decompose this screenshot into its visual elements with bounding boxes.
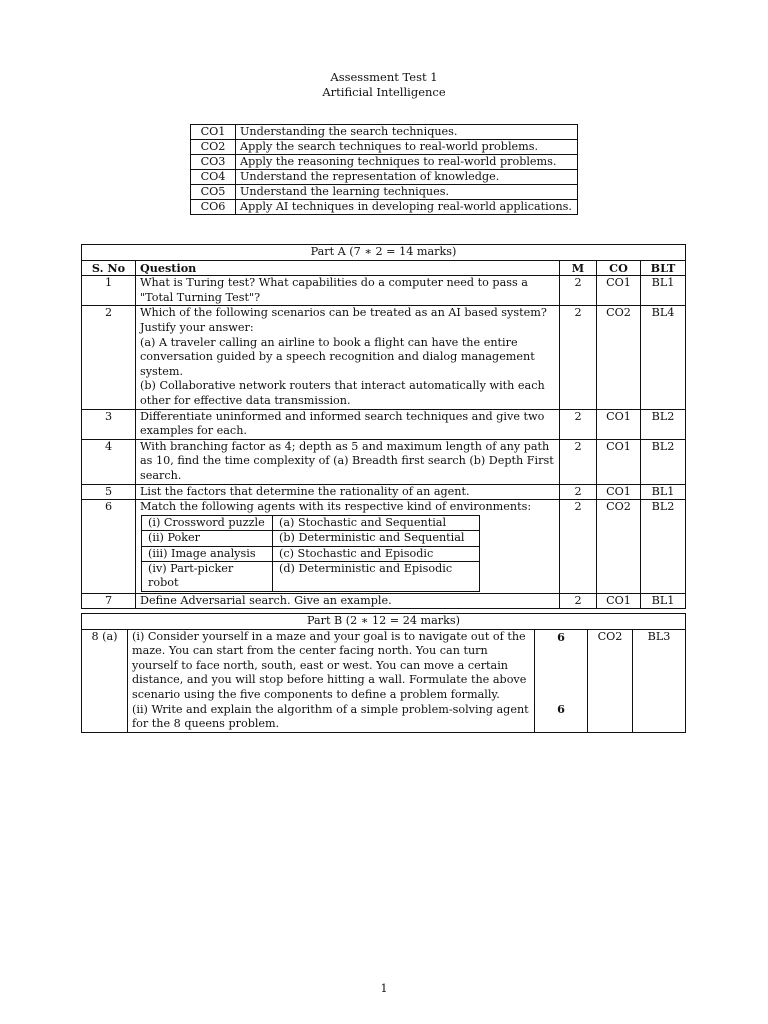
question-number: 2 [82,306,136,409]
match-table [141,515,480,592]
question-co: CO1 [597,439,641,484]
course-outcomes-table [190,124,578,215]
scenario-b: (b) Collaborative network routers that interact automatically with each other for effective data transmission. [140,379,545,407]
question-intro: Which of the following scenarios can be treated as an AI based system? Justify your answer: [140,306,547,334]
question-marks: 2 [560,439,597,484]
part-a-caption-row [82,245,686,261]
environment-item: (d) Deterministic and Episodic [273,561,480,591]
marks-ii: 6 [557,702,565,717]
test-title: Assessment Test 1 [330,70,438,84]
sub-question-i: (i) Consider yourself in a maze and your goal is to navigate out of the maze. You can start from the center facing north. You can turn yourself to face north, south, east or west. You can move a certain distance, and you will stop before hitting a wall. Formulate the above scenario using the five components to define a problem formally. [132,629,527,701]
question-text [136,500,560,594]
question-blt: BL2 [641,500,686,594]
co-description: Apply the search techniques to real-world problems. [236,140,578,155]
header-co: CO [597,260,641,276]
question-text [128,629,535,732]
question-co: CO2 [588,629,633,732]
environment-item: (a) Stochastic and Sequential [273,515,480,530]
question-row [82,629,686,732]
header-sno: S. No [82,260,136,276]
part-b-caption-row [82,614,686,630]
part-a-table [81,244,686,609]
question-co: CO2 [597,306,641,409]
question-number: 1 [82,276,136,306]
question-marks: 2 [560,276,597,306]
question-blt: BL1 [641,593,686,609]
question-co: CO1 [597,276,641,306]
question-intro: Match the following agents with its respective kind of environments: [140,500,532,514]
question-co: CO1 [597,484,641,500]
question-row [82,409,686,439]
part-b-table [81,613,686,733]
match-row [142,561,480,591]
co-code: CO5 [191,185,236,200]
marks-i: 6 [557,629,565,644]
co-description: Understanding the search techniques. [236,125,578,140]
question-number: 3 [82,409,136,439]
scenario-a: (a) A traveler calling an airline to book a flight can have the entire conversation guided by a speech recognition and dialog management system. [140,335,535,378]
agent-item: (iii) Image analysis [142,546,273,561]
question-marks: 2 [560,500,597,594]
question-number: 4 [82,439,136,484]
co-row [191,185,578,200]
co-description: Understand the representation of knowledge. [236,170,578,185]
question-row [82,276,686,306]
co-code: CO6 [191,200,236,215]
document-header [0,70,768,100]
question-number: 7 [82,593,136,609]
co-row [191,125,578,140]
co-code: CO3 [191,155,236,170]
header-question: Question [136,260,560,276]
question-row [82,500,686,594]
header-blt: BLT [641,260,686,276]
co-code: CO2 [191,140,236,155]
question-co: CO2 [597,500,641,594]
part-a-header-row [82,260,686,276]
page-number: 1 [380,982,388,995]
question-blt: BL3 [633,629,686,732]
question-marks: 2 [560,306,597,409]
question-marks: 2 [560,593,597,609]
question-blt: BL1 [641,276,686,306]
question-blt: BL2 [641,409,686,439]
co-description: Apply AI techniques in developing real-world applications. [236,200,578,215]
match-row [142,546,480,561]
environment-item: (b) Deterministic and Sequential [273,531,480,546]
question-text: With branching factor as 4; depth as 5 and maximum length of any path as 10, find the time complexity of (a) Breadth first search (b) Depth First search. [136,439,560,484]
agent-item: (iv) Part-picker robot [142,561,273,591]
question-co: CO1 [597,593,641,609]
question-text: List the factors that determine the rationality of an agent. [136,484,560,500]
co-description: Understand the learning techniques. [236,185,578,200]
agent-item: (i) Crossword puzzle [142,515,273,530]
question-text: Define Adversarial search. Give an example. [136,593,560,609]
agent-item: (ii) Poker [142,531,273,546]
question-marks: 2 [560,409,597,439]
co-code: CO4 [191,170,236,185]
question-number: 8 (a) [82,629,128,732]
question-blt: BL4 [641,306,686,409]
question-text [136,306,560,409]
environment-item: (c) Stochastic and Episodic [273,546,480,561]
part-b-caption: Part B (2 ∗ 12 = 24 marks) [82,614,686,630]
question-row [82,593,686,609]
co-code: CO1 [191,125,236,140]
question-marks: 2 [560,484,597,500]
co-description: Apply the reasoning techniques to real-world problems. [236,155,578,170]
sub-question-ii: (ii) Write and explain the algorithm of a simple problem-solving agent for the 8 queens problem. [132,702,529,731]
subject-title: Artificial Intelligence [322,85,446,99]
question-number: 6 [82,500,136,594]
question-marks [535,629,588,732]
match-row [142,515,480,530]
co-row [191,170,578,185]
co-row [191,200,578,215]
question-blt: BL2 [641,439,686,484]
match-row [142,531,480,546]
header-marks: M [560,260,597,276]
co-row [191,155,578,170]
question-co: CO1 [597,409,641,439]
question-number: 5 [82,484,136,500]
question-text: Differentiate uninformed and informed search techniques and give two examples for each. [136,409,560,439]
co-row [191,140,578,155]
question-blt: BL1 [641,484,686,500]
part-a-caption: Part A (7 ∗ 2 = 14 marks) [82,245,686,261]
question-text: What is Turing test? What capabilities do a computer need to pass a "Total Turning Test"? [136,276,560,306]
question-row [82,439,686,484]
question-row [82,306,686,409]
question-row [82,484,686,500]
